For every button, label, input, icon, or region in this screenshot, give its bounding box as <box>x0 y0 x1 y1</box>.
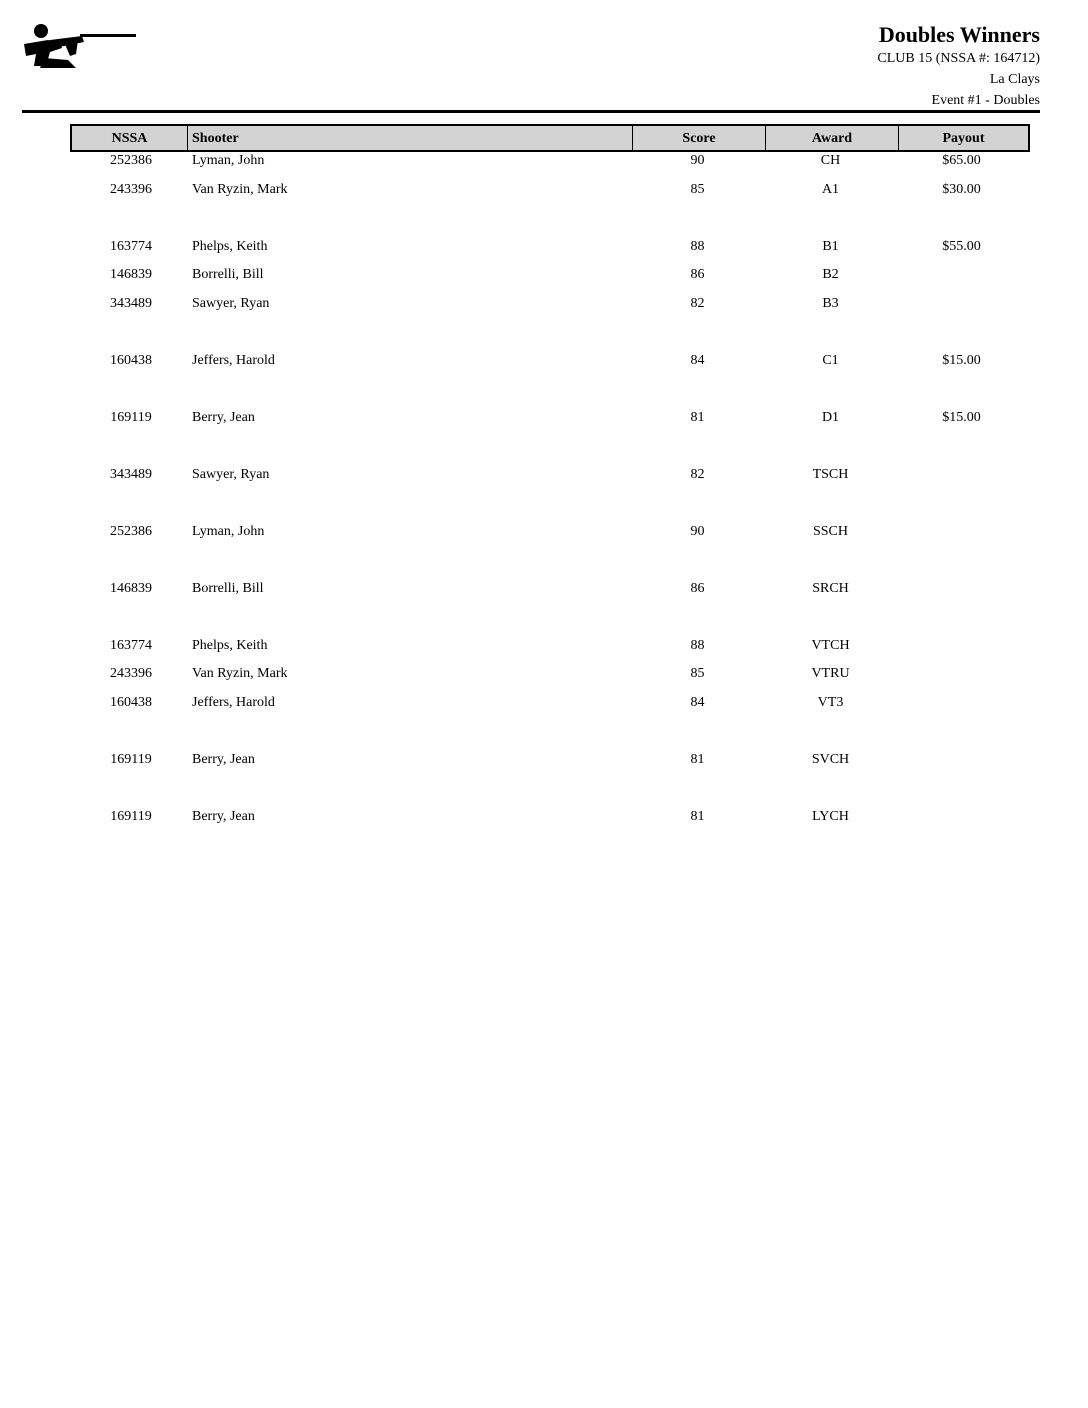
table-row <box>70 578 1030 607</box>
cell-payout: $15.00 <box>942 409 981 425</box>
cell-award: B1 <box>822 238 839 254</box>
group-spacer <box>70 492 1030 521</box>
cell-shooter: Berry, Jean <box>192 808 255 824</box>
cell-payout <box>897 663 1026 692</box>
group-spacer <box>70 207 1030 236</box>
cell-score: 90 <box>690 523 705 539</box>
cell-nssa: 243396 <box>110 181 152 197</box>
cell-score: 81 <box>690 409 705 425</box>
cell-award: C1 <box>822 352 839 368</box>
group-spacer <box>70 720 1030 749</box>
cell-score: 88 <box>690 238 705 254</box>
cell-shooter: Sawyer, Ryan <box>192 466 270 482</box>
cell-nssa: 169119 <box>110 808 152 824</box>
cell-award: VT3 <box>817 694 844 710</box>
table-row <box>70 749 1030 778</box>
cell-award: VTRU <box>811 666 850 681</box>
shooter-icon <box>20 22 138 70</box>
cell-shooter: Phelps, Keith <box>192 238 268 254</box>
cell-payout <box>897 264 1026 293</box>
cell-nssa: 169119 <box>110 751 152 767</box>
group-spacer <box>70 435 1030 464</box>
cell-award: D1 <box>821 409 840 425</box>
cell-score: 84 <box>690 352 705 368</box>
cell-payout <box>897 521 1026 550</box>
cell-payout: $30.00 <box>942 181 981 197</box>
table-row <box>70 293 1030 322</box>
cell-nssa: 146839 <box>110 580 152 596</box>
cell-score: 90 <box>690 153 705 168</box>
cell-shooter: Borrelli, Bill <box>192 580 264 596</box>
cell-score: 81 <box>690 808 705 824</box>
group-spacer <box>70 549 1030 578</box>
cell-payout <box>897 692 1026 721</box>
cell-shooter: Jeffers, Harold <box>192 352 275 368</box>
cell-score: 86 <box>690 267 705 282</box>
cell-award: CH <box>820 153 841 168</box>
cell-award: VTCH <box>811 637 850 653</box>
report-title: Doubles Winners <box>878 22 1040 47</box>
cell-nssa: 160438 <box>110 352 152 368</box>
cell-shooter: Sawyer, Ryan <box>192 295 270 311</box>
cell-score: 88 <box>690 637 705 653</box>
cell-payout: $65.00 <box>942 153 981 168</box>
cell-payout: $55.00 <box>942 238 981 254</box>
cell-payout: $15.00 <box>942 352 981 368</box>
cell-shooter: Van Ryzin, Mark <box>192 666 288 681</box>
cell-payout <box>897 578 1026 607</box>
table-row <box>70 692 1030 721</box>
cell-payout <box>897 806 1026 835</box>
cell-nssa: 169119 <box>110 409 152 425</box>
column-header-award: Award <box>766 126 899 150</box>
table-row <box>70 521 1030 550</box>
column-header-payout: Payout <box>942 131 985 146</box>
cell-shooter: Jeffers, Harold <box>192 694 275 710</box>
cell-award: TSCH <box>812 466 849 482</box>
cell-score: 82 <box>690 295 705 311</box>
cell-score: 84 <box>690 694 705 710</box>
column-header-shooter: Shooter <box>188 126 633 150</box>
cell-award: B2 <box>822 267 839 282</box>
cell-nssa: 146839 <box>110 267 152 282</box>
cell-score: 85 <box>690 666 705 681</box>
table-row <box>70 663 1030 692</box>
cell-payout <box>897 464 1026 493</box>
cell-nssa: 163774 <box>110 238 152 254</box>
cell-nssa: 163774 <box>110 637 152 653</box>
cell-score: 81 <box>690 751 705 767</box>
cell-shooter: Borrelli, Bill <box>192 267 264 282</box>
cell-nssa: 252386 <box>110 523 152 539</box>
table-row <box>70 464 1030 493</box>
cell-nssa: 252386 <box>110 153 152 168</box>
cell-payout <box>897 749 1026 778</box>
cell-score: 82 <box>690 466 705 482</box>
cell-shooter: Phelps, Keith <box>192 637 268 653</box>
cell-nssa: 343489 <box>110 466 152 482</box>
cell-score: 86 <box>690 580 705 596</box>
cell-payout <box>897 293 1026 322</box>
group-spacer <box>70 378 1030 407</box>
cell-nssa: 343489 <box>110 295 152 311</box>
table-row <box>70 264 1030 293</box>
event-name: Event #1 - Doubles <box>931 93 1040 108</box>
group-spacer <box>70 606 1030 635</box>
table-header <box>70 124 1030 152</box>
header-divider <box>22 110 1040 113</box>
venue-name: La Clays <box>989 72 1040 87</box>
cell-payout <box>897 635 1026 664</box>
report-header <box>877 22 1040 111</box>
group-spacer <box>70 321 1030 350</box>
table-row <box>70 150 1030 179</box>
cell-shooter: Lyman, John <box>192 153 265 168</box>
table-row <box>70 236 1030 265</box>
column-header-score: Score <box>633 126 766 150</box>
cell-shooter: Lyman, John <box>192 523 265 539</box>
table-row <box>70 635 1030 664</box>
winners-table-body <box>70 150 1030 834</box>
club-name: CLUB 15 (NSSA #: 164712) <box>877 51 1040 66</box>
cell-award: SVCH <box>811 751 850 767</box>
table-row <box>70 806 1030 835</box>
cell-award: LYCH <box>812 808 849 824</box>
cell-score: 85 <box>690 181 705 197</box>
cell-shooter: Van Ryzin, Mark <box>192 181 288 197</box>
column-header-nssa: NSSA <box>72 126 188 150</box>
cell-shooter: Berry, Jean <box>192 409 255 425</box>
cell-award: B3 <box>822 295 839 311</box>
table-row <box>70 179 1030 208</box>
cell-nssa: 243396 <box>110 666 152 681</box>
cell-nssa: 160438 <box>110 694 152 710</box>
group-spacer <box>70 777 1030 806</box>
cell-award: SRCH <box>812 580 849 596</box>
table-row <box>70 407 1030 436</box>
cell-award: A1 <box>821 181 840 197</box>
cell-shooter: Berry, Jean <box>192 751 255 767</box>
table-row <box>70 350 1030 379</box>
cell-award: SSCH <box>812 523 849 539</box>
